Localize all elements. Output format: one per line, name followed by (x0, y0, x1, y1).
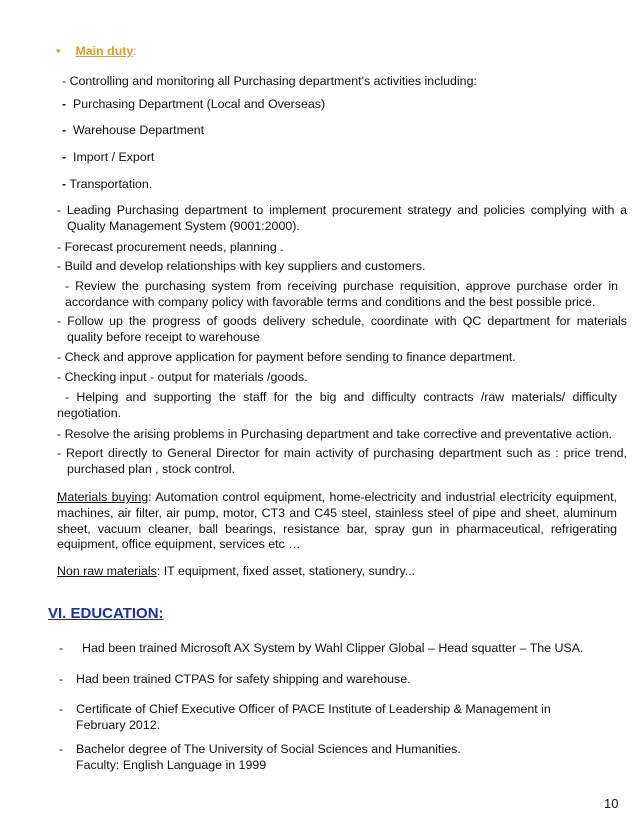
education-item: - (59, 702, 64, 716)
materials-buying-paragraph (57, 490, 617, 553)
sub-item-warehouse: - Warehouse Department (62, 123, 205, 137)
main-duty-colon: : (133, 44, 137, 58)
materials-buying-label: Materials buying (57, 490, 149, 504)
non-raw-materials-line (57, 564, 415, 579)
education-heading: VI. EDUCATION: (48, 605, 164, 622)
main-duty-heading (56, 43, 137, 59)
page-number: 10 (604, 796, 619, 811)
education-item-line: Certificate of Chief Executive Officer of PACE Institute of Leadership & Management in (76, 702, 551, 716)
main-duty-label: Main duty (75, 44, 134, 58)
non-raw-materials-text: : IT equipment, fixed asset, stationery, sundry... (156, 564, 416, 578)
bullet-icon: • (56, 43, 61, 58)
education-item: - (59, 742, 64, 756)
main-duty-intro: - Controlling and monitoring all Purchasing department's activities including: (62, 74, 477, 88)
duty-item: - Review the purchasing system from receiving purchase requisition, approve purchase order in accordance with company policy with favorable terms and conditions and the best possible price. (65, 279, 618, 309)
duty-item: - Report directly to General Director for main activity of purchasing department such as : price trend, purchased plan , stock control. (57, 446, 627, 476)
duty-item: - Helping and supporting the staff for the big and difficulty contracts /raw materials/ difficulty negotiation. (57, 390, 617, 420)
sub-item-import-export: - Import / Export (62, 150, 155, 164)
education-item: - Had been trained CTPAS for safety shipping and warehouse. (59, 672, 411, 686)
duty-item: - Resolve the arising problems in Purchasing department and take corrective and preventative action. (57, 427, 613, 441)
education-item-line: February 2012. (76, 718, 161, 732)
sub-item-purchasing: - Purchasing Department (Local and Overseas) (62, 97, 326, 111)
materials-buying-text: : Automation control equipment, home-electricity and industrial electricity equipment, machines, air filter, air pump, motor, CT3 and C45 steel, stainless steel of pipe and sheet, aluminum sheet, vacuum cleaner, ball bearings, resistance bar, spray gun in pharmaceutical, refrigerating equipment, office equipment, services etc … (57, 490, 617, 552)
education-item-line: Bachelor degree of The University of Social Sciences and Humanities. (76, 742, 461, 756)
education-item-line: Faculty: English Language in 1999 (76, 758, 267, 772)
sub-item-transportation: - Transportation. (62, 177, 153, 191)
education-item: - Had been trained Microsoft AX System by Wahl Clipper Global – Head squatter – The USA. (59, 641, 584, 655)
duty-item: - Checking input - output for materials /goods. (57, 370, 308, 384)
duty-item: - Build and develop relationships with key suppliers and customers. (57, 259, 426, 273)
duty-item: - Check and approve application for payment before sending to finance department. (57, 350, 516, 364)
duty-item: - Follow up the progress of goods delivery schedule, coordinate with QC department for materials quality before receipt to warehouse (57, 314, 627, 344)
non-raw-materials-label: Non raw materials (57, 564, 157, 578)
duty-item: - Forecast procurement needs, planning . (57, 240, 284, 254)
duty-item: - Leading Purchasing department to implement procurement strategy and policies complying with a Quality Management System (9001:2000). (57, 203, 627, 233)
